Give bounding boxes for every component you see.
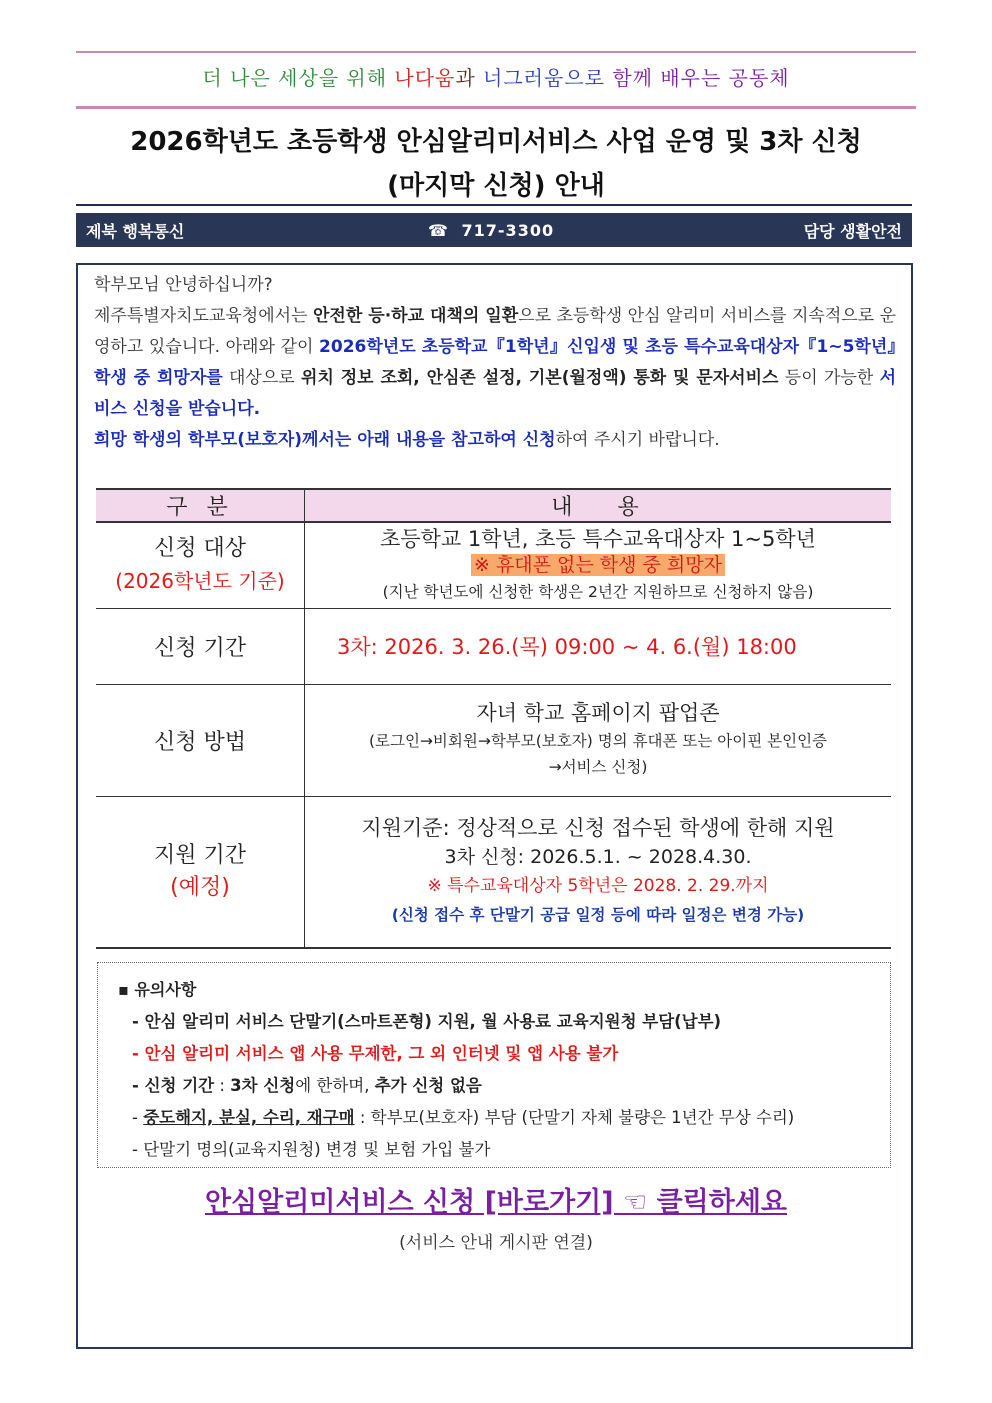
slogan-part: 너그러움으로 [483, 66, 605, 90]
support-special-note: ※ 특수교육대상자 5학년은 2028. 2. 29.까지 [427, 875, 769, 896]
slogan-part: 과 [455, 66, 484, 90]
intro-text: 하여 주시기 바랍니다. [555, 430, 720, 450]
notice-item: - 단말기 명의(교육지원청) 변경 및 보험 가입 불가 [132, 1140, 491, 1159]
notice-list [132, 1006, 882, 1166]
label-text: 지원 기간 [153, 842, 246, 868]
notice-text: 중도해지, 분실, 수리, 재구매 [143, 1108, 355, 1127]
target-exception: (지난 학년도에 신청한 학생은 2년간 지원하므로 신청하지 않음) [382, 582, 814, 601]
notice-box [97, 962, 891, 1168]
table-row-support [96, 796, 891, 948]
newsletter-info-bar [76, 213, 912, 247]
table-row-method [96, 684, 891, 796]
intro-parent-highlight: 희망 학생의 학부모(보호자)께서는 아래 내용을 참고하여 신청 [94, 430, 556, 450]
title-line-1: 2026학년도 초등학생 안심알리미서비스 사업 운영 및 3차 신청 [130, 127, 862, 157]
department-label: 담당 생활안전 [803, 221, 902, 241]
title-divider [76, 204, 912, 206]
slogan-part: 더 나은 세상을 위해 [202, 66, 395, 90]
application-period: 3차: 2026. 3. 26.(목) 09:00 ~ 4. 6.(월) 18:00 [337, 635, 797, 659]
document-title [76, 120, 916, 208]
notice-text: : [214, 1076, 231, 1095]
intro-text: 대상으로 [222, 368, 302, 388]
phone-icon: ☎ [428, 220, 448, 240]
method-steps-end: →서비스 신청) [548, 758, 648, 776]
intro-service-highlight: 서비스 신청을 받습니다. [94, 368, 897, 419]
notice-item [132, 1070, 882, 1102]
intro-closing [94, 425, 896, 456]
target-description: 초등학교 1학년, 초등 특수교육대상자 1~5학년 [380, 526, 816, 551]
table-row-target [96, 522, 891, 608]
column-header-content: 내 용 [305, 489, 892, 522]
column-header-category: 구 분 [96, 489, 305, 522]
notice-text: - [132, 1108, 144, 1127]
slogan-part: 나다움 [394, 66, 456, 90]
target-note: ※ 휴대폰 없는 학생 중 희망자 [471, 554, 725, 576]
row-content-period [305, 608, 892, 684]
intro-paragraph [94, 270, 896, 456]
notice-item: - 안심 알리미 서비스 앱 사용 무제한, 그 외 인터넷 및 앱 사용 불가 [132, 1044, 619, 1063]
notice-text: : 학부모(보호자) 부담 (단말기 자체 불량은 1년간 무상 수리) [354, 1108, 795, 1127]
intro-text: 등이 가능한 [778, 368, 880, 388]
row-content-support [305, 796, 892, 948]
label-text: 신청 대상 [153, 536, 246, 562]
intro-body [94, 301, 896, 425]
intro-text: 제주특별자치도교육청에서는 [94, 306, 313, 326]
notice-text: 3차 신청 [230, 1076, 296, 1095]
notice-item: - 안심 알리미 서비스 단말기(스마트폰형) 지원, 월 사용료 교육지원청 부담(납부) [132, 1012, 722, 1031]
application-info-table [96, 488, 891, 949]
notice-heading: ▪ 유의사항 [118, 980, 197, 999]
method-steps: (로그인→비회원→학부모(보호자) 명의 휴대폰 또는 아이핀 본인인증 [368, 732, 828, 750]
table-row-period [96, 608, 891, 684]
row-label-support [96, 796, 305, 948]
intro-text: 으로 초등학생 안심 알리미 서비스를 지속적으로 운영하고 있습니다. 아래와 같이 [94, 306, 897, 357]
intro-emphasis: 안전한 등·하교 대책의 일환 [313, 306, 519, 326]
label-subtext: (예정) [170, 874, 230, 900]
title-line-2: (마지막 신청) 안내 [387, 171, 605, 201]
top-divider [76, 51, 916, 53]
support-criteria: 지원기준: 정상적으로 신청 접수된 학생에 한해 지원 [361, 815, 835, 840]
notice-item [132, 1102, 882, 1134]
method-main: 자녀 학교 홈페이지 팝업존 [476, 701, 720, 725]
intro-target-highlight: 2026학년도 초등학교『1학년』신입생 및 초등 특수교육대상자『1~5학년』학생 중 희망자를 [94, 337, 896, 388]
row-label-period: 신청 기간 [96, 608, 305, 684]
row-label-method: 신청 방법 [96, 684, 305, 796]
phone-number: 717-3300 [461, 220, 555, 240]
notice-text: 에 한하며, [295, 1076, 375, 1095]
notice-text: 추가 신청 없음 [374, 1076, 482, 1095]
row-content-method [305, 684, 892, 796]
target-note-wrap [305, 552, 891, 579]
school-slogan [76, 62, 916, 91]
row-label-target [96, 522, 305, 608]
apply-link-caption: (서비스 안내 게시판 연결) [399, 1233, 593, 1253]
support-change-note: (신청 접수 후 단말기 공급 일정 등에 따라 일정은 변경 가능) [391, 905, 805, 924]
greeting: 학부모님 안녕하십니까? [94, 275, 273, 295]
apply-shortcut-link[interactable]: 안심알리미서비스 신청 [바로가기] ☜ 클릭하세요 [204, 1187, 788, 1218]
label-subtext: (2026학년도 기준) [115, 569, 285, 594]
newsletter-name: 제북 행복통신 [86, 221, 185, 241]
support-dates: 3차 신청: 2026.5.1. ~ 2028.4.30. [444, 845, 752, 868]
table-header-row [96, 489, 891, 522]
notice-text: - 신청 기간 [132, 1076, 215, 1095]
slogan-divider [76, 106, 916, 109]
intro-features: 위치 정보 조회, 안심존 설정, 기본(월정액) 통화 및 문자서비스 [301, 368, 779, 388]
row-content-target [305, 522, 892, 608]
phone-number-group [428, 221, 554, 240]
slogan-part: 함께 배우는 공동체 [604, 66, 790, 90]
